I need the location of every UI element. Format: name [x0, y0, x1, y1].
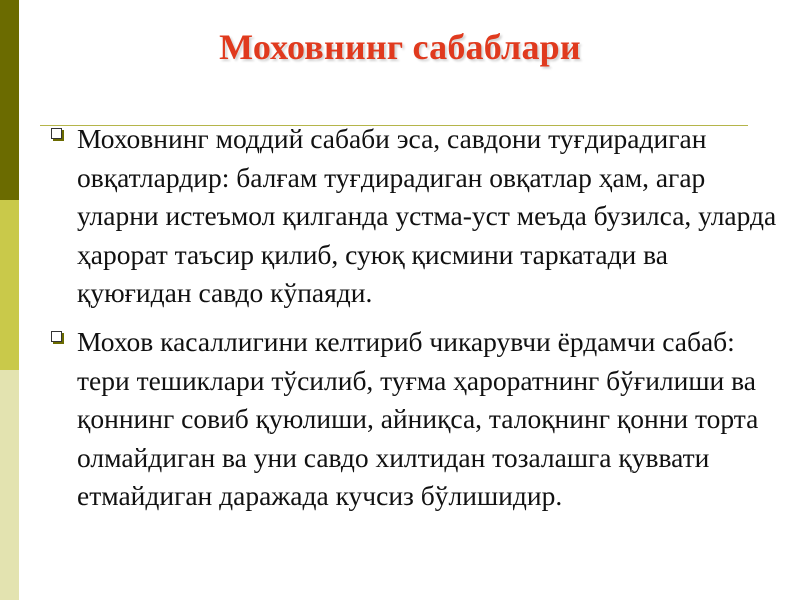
- slide-title: Моховнинг сабаблари: [219, 27, 581, 67]
- bullet-item: [48, 120, 783, 313]
- square-bullet-icon: [51, 128, 62, 139]
- bullet-text: Мохов касаллигини келтириб чикарувчи ёрдамчи сабаб: тери тешиклари тўсилиб, туғма ҳароратнинг бўғилиши ва қоннинг совиб қуюлиши, айниқса, талоқнинг қонни торта олмайдиган ва уни савдо хилтидан тозалашга қуввати етмайдиган даражада кучсиз бўлишидир.: [77, 325, 759, 512]
- bullet-list: [48, 120, 783, 526]
- bullet-item: [48, 323, 783, 516]
- left-bar-middle: [0, 200, 19, 370]
- left-bar-bottom: [0, 370, 19, 600]
- square-bullet-icon: [51, 331, 62, 342]
- bullet-text: Моховнинг моддий сабаби эса, савдони туғдирадиган овқатлардир: балғам туғдирадиган овқатлар ҳам, агар уларни истеъмол қилганда устма-уст меъда бузилса, уларда ҳарорат таъсир қилиб, суюқ қисмини таркатади ва қуюғидан савдо кўпаяди.: [77, 123, 777, 309]
